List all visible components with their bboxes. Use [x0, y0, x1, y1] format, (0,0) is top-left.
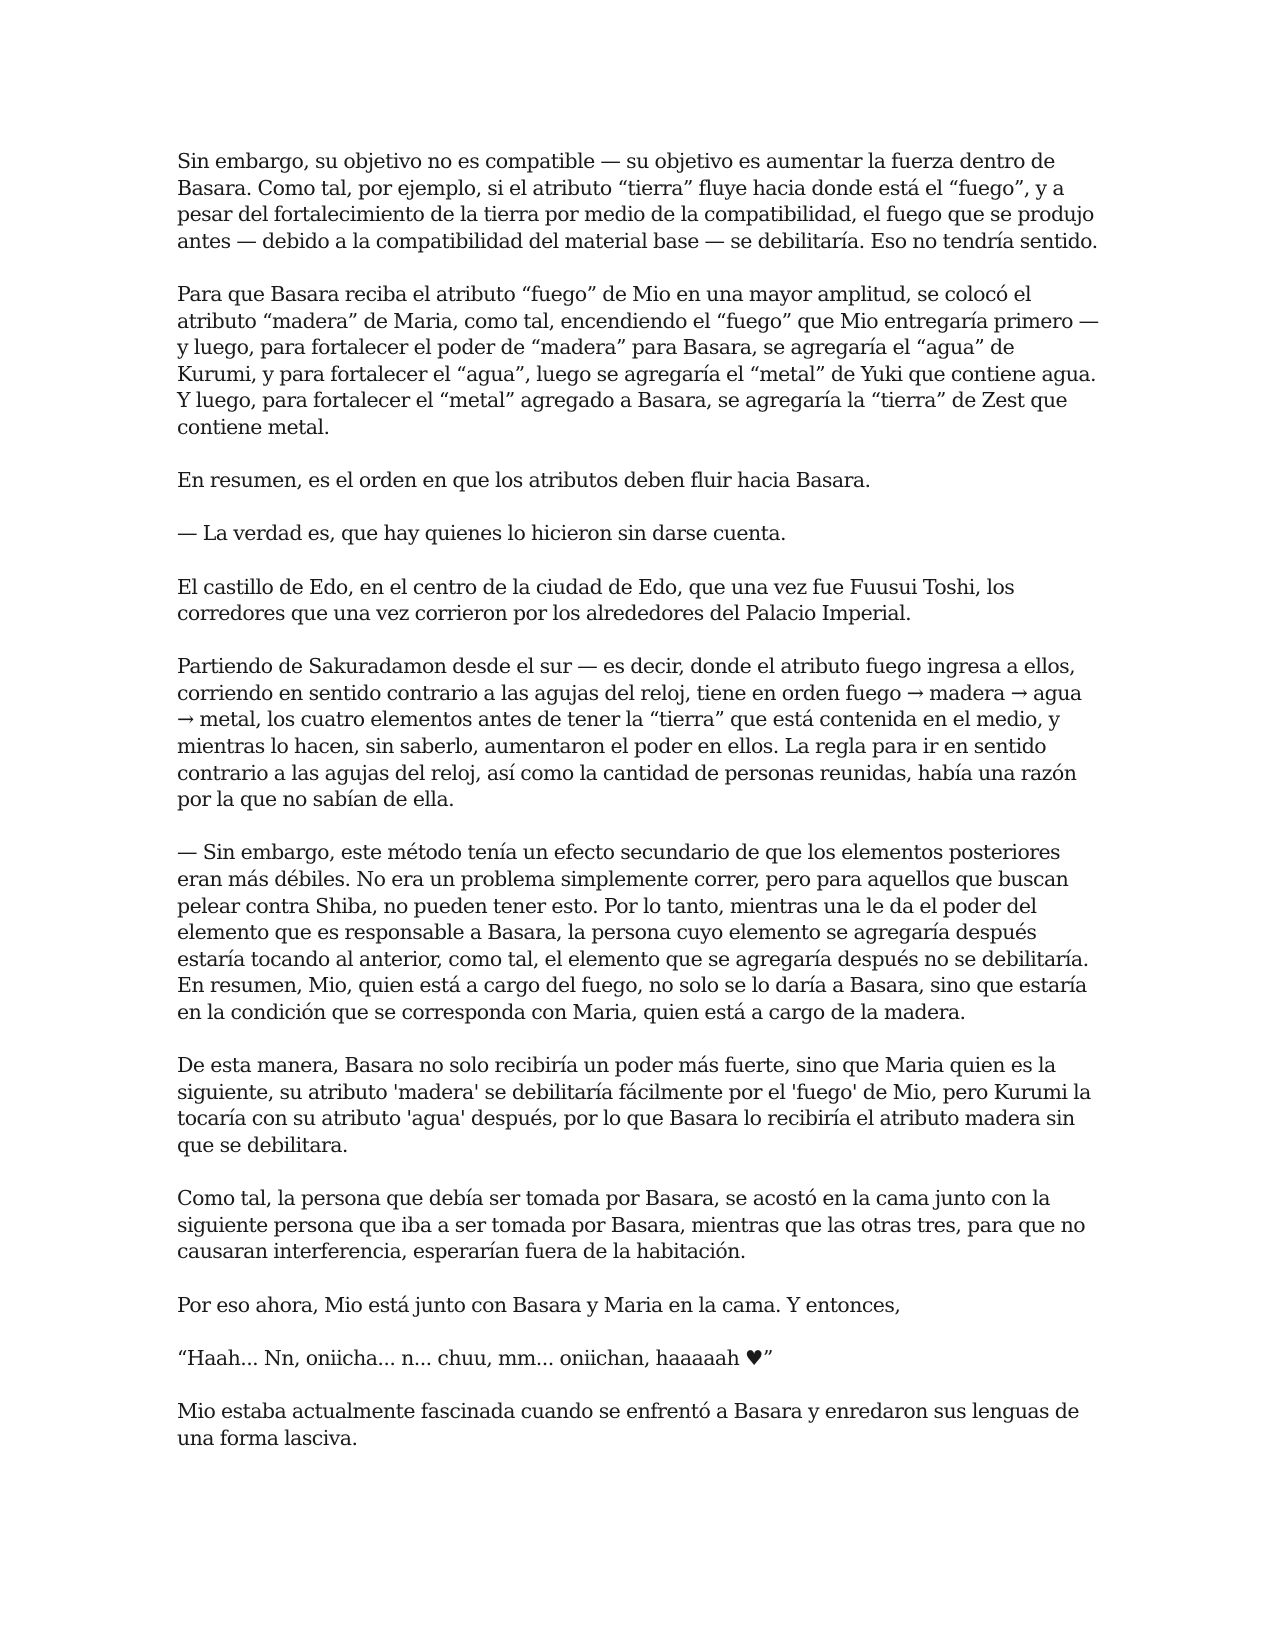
paragraph-9: Como tal, la persona que debía ser tomada por Basara, se acostó en la cama junto con la siguiente persona que iba a ser tomada por Basara, mientras que las otras tres, para que no causaran interferencia, esperarían fuera de la habitación. [177, 1186, 1086, 1264]
paragraph-11: “Haah... Nn, oniicha... n... chuu, mm... oniichan, haaaaah ♥” [177, 1345, 773, 1370]
paragraph-5: El castillo de Edo, en el centro de la ciudad de Edo, que una vez fue Fuusui Toshi, los corredores que una vez corrieron por los alrededores del Palacio Imperial. [177, 574, 1015, 626]
document-body [177, 148, 1099, 1478]
paragraph-6: Partiendo de Sakuradamon desde el sur — es decir, donde el atributo fuego ingresa a ellos, corriendo en sentido contrario a las agujas del reloj, tiene en orden fuego → madera → agua → metal, los cuatro elementos antes de tener la “tierra” que está contenida en el medio, y mientras lo hacen, sin saberlo, aumentaron el poder en ellos. La regla para ir en sentido contrario a las agujas del reloj, así como la cantidad de personas reunidas, había una razón por la que no sabían de ella. [177, 654, 1082, 812]
paragraph-10: Por eso ahora, Mio está junto con Basara y Maria en la cama. Y entonces, [177, 1292, 901, 1317]
paragraph-4: — La verdad es, que hay quienes lo hicieron sin darse cuenta. [177, 521, 786, 546]
paragraph-1: Sin embargo, su objetivo no es compatible — su objetivo es aumentar la fuerza dentro de Basara. Como tal, por ejemplo, si el atributo “tierra” fluye hacia donde está el “fuego”, y a pesar del fortalecimiento de la tierra por medio de la compatibilidad, el fuego que se produjo antes — debido a la compatibilidad del material base — se debilitaría. Eso no tendría sentido. [177, 149, 1098, 253]
paragraph-3: En resumen, es el orden en que los atributos deben fluir hacia Basara. [177, 468, 871, 493]
paragraph-2: Para que Basara reciba el atributo “fuego” de Mio en una mayor amplitud, se colocó el atributo “madera” de Maria, como tal, encendiendo el “fuego” que Mio entregaría primero — y luego, para fortalecer el poder de “madera” para Basara, se agregaría el “agua” de Kurumi, y para fortalecer el “agua”, luego se agregaría el “metal” de Yuki que contiene agua. Y luego, para fortalecer el “metal” agregado a Basara, se agregaría la “tierra” de Zest que contiene metal. [177, 281, 1099, 439]
paragraph-7: — Sin embargo, este método tenía un efecto secundario de que los elementos posteriores eran más débiles. No era un problema simplemente correr, pero para aquellos que buscan pelear contra Shiba, no pueden tener esto. Por lo tanto, mientras una le da el poder del elemento que es responsable a Basara, la persona cuyo elemento se agregaría después estaría tocando al anterior, como tal, el elemento que se agregaría después no se debilitaría. En resumen, Mio, quien está a cargo del fuego, no solo se lo daría a Basara, sino que estaría en la condición que se corresponda con Maria, quien está a cargo de la madera. [177, 840, 1089, 1024]
paragraph-8: De esta manera, Basara no solo recibiría un poder más fuerte, sino que Maria quien es la siguiente, su atributo 'madera' se debilitaría fácilmente por el 'fuego' de Mio, pero Kurumi la tocaría con su atributo 'agua' después, por lo que Basara lo recibiría el atributo madera sin que se debilitara. [177, 1053, 1091, 1157]
paragraph-12: Mio estaba actualmente fascinada cuando se enfrentó a Basara y enredaron sus lenguas de una forma lasciva. [177, 1398, 1079, 1450]
